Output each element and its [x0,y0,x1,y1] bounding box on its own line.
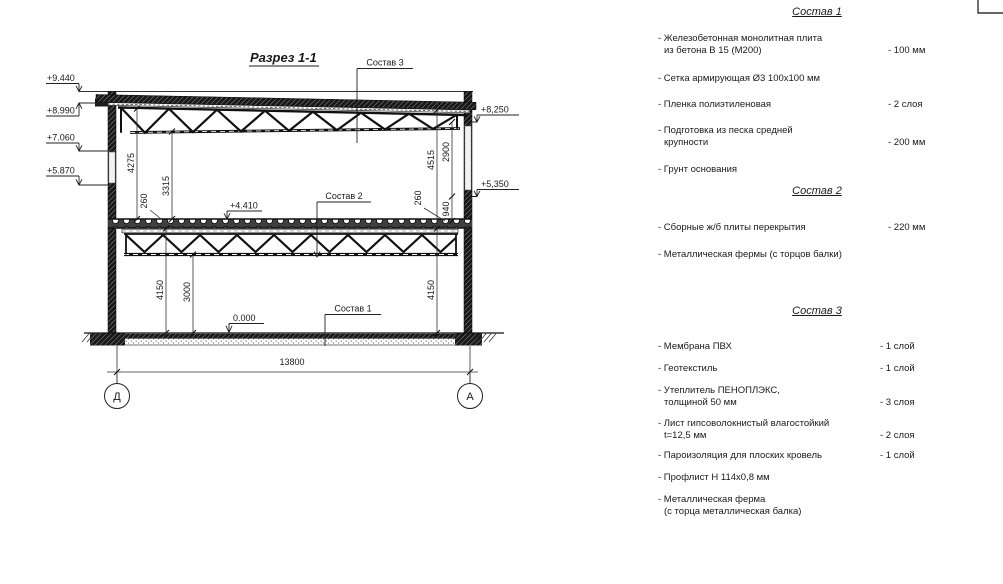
legend-item-value: - 1 слой [880,363,915,374]
legend-item [658,222,1002,234]
legend-item-value: - 1 слой [880,341,915,352]
legend-item-text2: (с торца металлическая балка) [664,506,802,517]
floor-truss [124,234,458,255]
left-wall-window [109,152,115,183]
legend-item-text: - Сборные ж/б плиты перекрытия [658,222,806,233]
legend-item-value: - 100 мм [888,45,926,56]
legend-item [658,494,1002,518]
axis-extension-lines [117,374,470,384]
dim-260-left: 260 [139,193,149,209]
legend-item [658,363,1002,375]
floor-slab-band [117,334,460,339]
axis-letter-left: Д [113,391,121,403]
legend-item-text: - Грунт основания [658,164,738,175]
legend-item-value: - 2 слоя [888,99,923,110]
left-footing [90,334,125,346]
left-wall [108,92,116,334]
legend-item [658,472,1002,484]
label-sostav-2: Состав 2 [325,191,363,201]
label-sostav-1: Состав 1 [334,303,372,314]
dim-4150-right: 4150 [426,279,436,301]
legend-item-text2: толщиной 50 мм [664,397,737,408]
elev-9440: +9.440 [47,73,75,83]
elev-7060: +7.060 [47,132,75,143]
legend-item-value: - 2 слоя [880,430,915,441]
elev-8990: +8.990 [47,105,75,116]
dim-4275: 4275 [126,152,136,174]
legend-item [658,249,1002,261]
ground-slab [82,333,504,346]
roof-assembly [95,95,476,133]
elev-mark-8250 [468,115,519,122]
dim-4515: 4515 [426,149,436,171]
legend-item-text: - Металлическая фермы (с торцов балки) [658,249,842,260]
elev-mark-4410 [224,211,262,219]
legend-item [658,73,1002,85]
legend-item-text: - Металлическая ферма [658,494,766,505]
right-wall [464,92,472,334]
legend-item [658,385,1002,409]
dim-260-right: 260 [413,190,423,206]
legend-item [658,164,1002,176]
legend-item-text: - Мембрана ПВХ [658,341,732,352]
legend-item [658,341,1002,353]
elev-mark-5350 [468,190,519,197]
legend-item-text: - Сетка армирующая Ø3 100х100 мм [658,73,821,84]
drawing-title [249,50,319,66]
legend-item-text: - Утеплитель ПЕНОПЛЭКС, [658,385,780,396]
elev-mark-0000 [226,324,264,333]
legend-item-text: - Лист гипсоволокнистый влагостойкий [658,418,830,429]
axis-markers [105,374,483,409]
legend-item [658,99,1002,111]
label-sostav-3: Состав 3 [366,57,404,68]
legend-item-text: - Профлист Н 114х0,8 мм [658,472,770,483]
middle-floor [108,219,472,255]
sand-bed-band [117,338,460,345]
legend-item-text2: t=12,5 мм [664,430,707,441]
legend-item-text: - Пленка полиэтиленовая [658,99,772,110]
legend-item-value: - 200 мм [888,137,926,148]
elev-5350: +5,350 [481,179,509,189]
axis-letter-right: А [466,391,474,403]
elev-mark-5870 [46,176,108,185]
legend-item-value: - 1 слой [880,450,915,461]
legend-item [658,33,1002,57]
legend-item [658,450,1002,462]
legend-item-text2: из бетона В 15 (М200) [664,45,762,56]
legend-item [658,418,1002,442]
legend-section-title-2: Состав 2 [792,185,842,197]
dim-940: 940 [441,201,451,217]
elev-mark-7060 [46,143,108,151]
legend-item-text: - Железобетонная монолитная плита [658,33,823,44]
legend-item-text: - Геотекстиль [658,363,718,374]
legend-item-text: - Пароизоляция для плоских кровель [658,450,823,461]
floor-truss-diagonals [126,235,456,252]
legend-item-text2: крупности [664,137,709,148]
elev-4410: +4.410 [230,200,258,211]
legend-item-text: - Подготовка из песка средней [658,125,793,136]
right-footing [455,334,482,346]
composition-legend [655,0,1003,584]
elev-5870: +5.870 [47,165,75,176]
drawing-title-text: Разрез 1-1 [250,50,317,65]
legend-item-value: - 220 мм [888,222,926,233]
elev-8250: +8,250 [481,104,509,115]
dim-3315: 3315 [161,175,171,197]
legend-item-value: - 3 слоя [880,397,915,408]
right-wall-window [465,126,471,190]
elev-0000: 0.000 [233,313,256,323]
legend-item [658,125,1002,149]
dim-13800: 13800 [279,357,305,367]
dim-2900: 2900 [441,141,451,163]
elev-mark-9440 [46,84,82,92]
dim-3000: 3000 [182,281,192,303]
dim-4150-left: 4150 [155,279,165,301]
legend-section-title-3: Состав 3 [792,305,842,317]
legend-section-title-1: Состав 1 [792,6,842,18]
